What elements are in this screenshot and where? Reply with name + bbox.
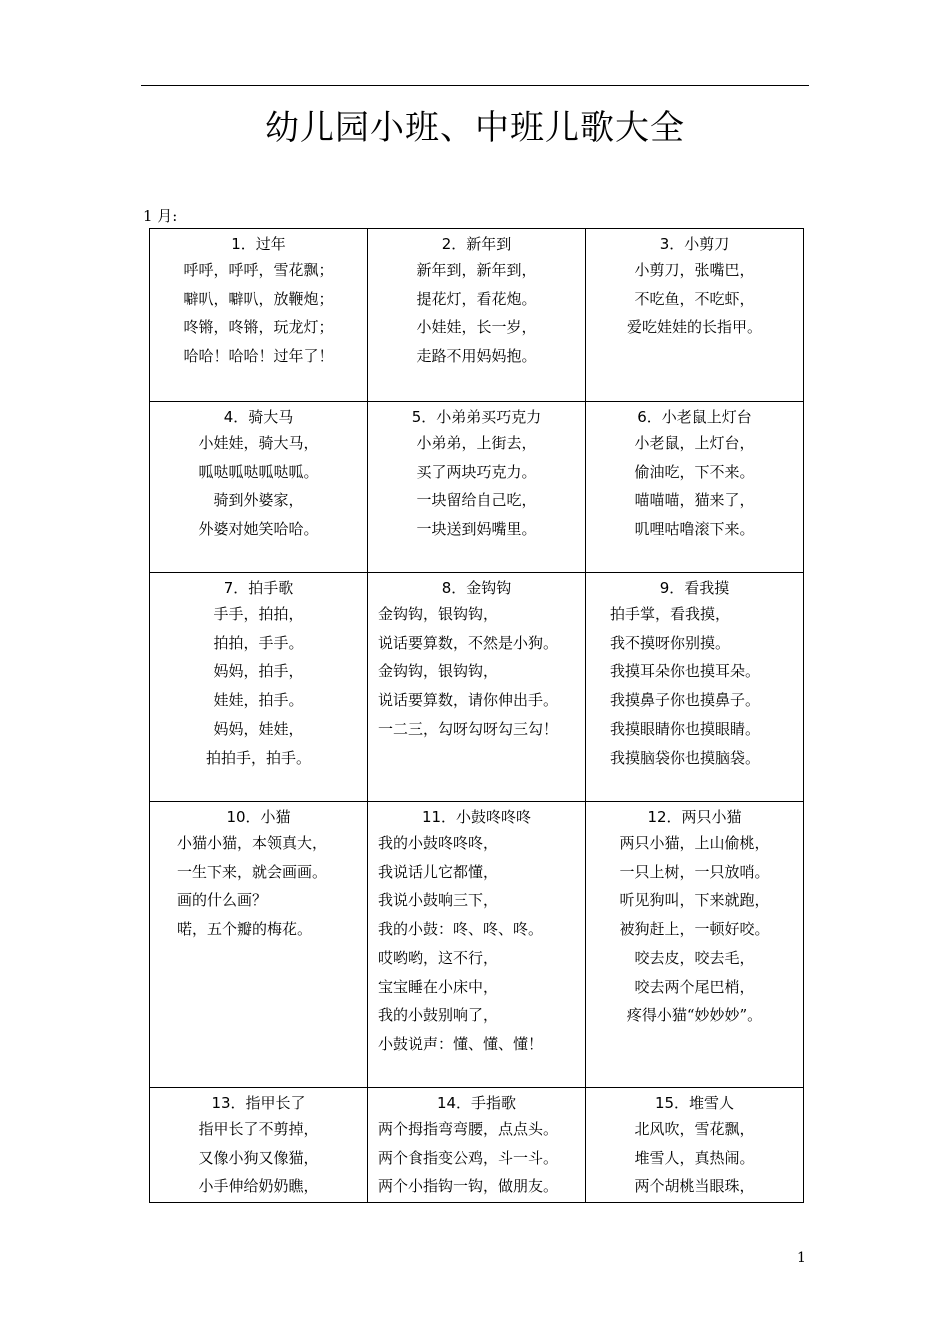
poem-line: 听见狗叫，下来就跑， [619, 891, 770, 910]
section-label: 1 月: [143, 207, 178, 225]
poem-line: 手手，拍拍， [213, 605, 304, 623]
poem-line: 哈哈！哈哈！过年了！ [183, 347, 334, 366]
poem-title: 5．小弟弟买巧克力 [411, 408, 542, 426]
poem-body [150, 829, 367, 944]
header-rule [141, 85, 809, 86]
poem-line: 我的小鼓别响了， [378, 1006, 499, 1025]
poem-line: 喵喵喵，猫来了， [634, 491, 755, 510]
poem-line: 走路不用妈妈抱。 [416, 347, 537, 366]
poem-body [150, 429, 367, 544]
poem-line: 小娃娃，长一岁， [416, 318, 537, 337]
poem-line: 一块留给自己吃， [416, 491, 537, 510]
poem-cell [150, 402, 368, 573]
poem-line: 我说话儿它都懂， [378, 862, 499, 881]
table-row [150, 802, 804, 1088]
poem-cell [368, 802, 586, 1088]
poem-cell [368, 229, 586, 402]
table-row [150, 402, 804, 573]
poem-line: 金钩钩，银钩钩， [378, 662, 499, 681]
poem-cell [150, 1088, 368, 1203]
poem-line: 爱吃娃娃的长指甲。 [626, 318, 762, 337]
poem-line: 小弟弟，上街去， [416, 434, 537, 452]
poem-title: 7．拍手歌 [223, 579, 294, 597]
poem-line: 我的小鼓：咚、咚、咚。 [378, 920, 544, 939]
poem-line: 呱哒呱哒呱哒呱。 [198, 462, 319, 481]
poem-body [150, 1115, 367, 1201]
poem-body [368, 829, 585, 1059]
poem-line: 小剪刀，张嘴巴， [634, 261, 755, 279]
poem-body [586, 829, 803, 1030]
poem-title: 14．手指歌 [436, 1094, 517, 1112]
table-row [150, 229, 804, 402]
poem-line: 两只小猫，上山偷桃， [619, 834, 770, 852]
poem-line: 疼得小猫“妙妙妙”。 [626, 1006, 763, 1025]
poem-line: 新年到，新年到， [416, 261, 537, 279]
poem-title: 11．小鼓咚咚咚 [421, 808, 532, 826]
poem-line: 娃娃，拍手。 [213, 691, 304, 710]
poem-body [586, 256, 803, 342]
poem-body [150, 600, 367, 772]
document-title: 幼儿园小班、中班儿歌大全 [265, 108, 685, 148]
poem-line: 指甲长了不剪掉， [198, 1120, 319, 1138]
poem-line: 说话要算数，请你伸出手。 [378, 691, 559, 710]
poem-title: 12．两只小猫 [647, 808, 742, 826]
poem-body [586, 429, 803, 544]
poem-title: 15．堆雪人 [654, 1094, 735, 1112]
poem-body [150, 256, 367, 371]
poem-line: 叽哩咕噜滚下来。 [634, 520, 755, 539]
poem-cell [586, 402, 804, 573]
poem-line: 两个食指变公鸡，斗一斗。 [378, 1148, 559, 1167]
poem-title: 3．小剪刀 [659, 235, 730, 253]
poem-line: 偷油吃，下不来。 [634, 462, 755, 481]
poem-line: 提花灯，看花炮。 [416, 289, 537, 308]
poem-body [586, 600, 803, 772]
poem-title: 6．小老鼠上灯台 [637, 408, 752, 426]
poem-line: 咚锵，咚锵，玩龙灯； [183, 318, 334, 337]
poem-line: 不吃鱼，不吃虾， [634, 289, 755, 308]
poem-cell [150, 229, 368, 402]
poem-body [368, 429, 585, 544]
poem-title: 9．看我摸 [659, 579, 730, 597]
poem-line: 小老鼠，上灯台， [634, 434, 755, 452]
poem-line: 妈妈，拍手， [213, 662, 304, 681]
poem-line: 我的小鼓咚咚咚， [378, 834, 499, 852]
poem-line: 北风吹，雪花飘， [634, 1120, 755, 1138]
poem-line: 一只上树，一只放哨。 [619, 862, 770, 881]
poem-line: 哎哟哟，这不行， [378, 948, 499, 967]
poem-table [149, 228, 804, 1203]
poem-line: 小娃娃，骑大马， [198, 434, 319, 452]
poem-line: 拍拍，手手。 [213, 633, 304, 652]
poem-cell [586, 1088, 804, 1203]
poem-line: 一块送到妈嘴里。 [416, 520, 537, 539]
poem-line: 又像小狗又像猫， [198, 1148, 319, 1167]
poem-line: 我摸鼻子你也摸鼻子。 [610, 691, 761, 710]
poem-line: 喏，五个瓣的梅花。 [177, 920, 313, 939]
poem-title: 8．金钩钩 [441, 579, 512, 597]
poem-title: 13．指甲长了 [211, 1094, 306, 1112]
poem-line: 小鼓说声：懂、懂、懂！ [378, 1034, 544, 1053]
poem-line: 噼叭，噼叭，放鞭炮； [183, 289, 334, 308]
poem-line: 我摸脑袋你也摸脑袋。 [610, 748, 761, 767]
poem-title: 10．小猫 [226, 808, 291, 826]
table-row [150, 573, 804, 802]
poem-cell [586, 229, 804, 402]
poem-line: 宝宝睡在小床中， [378, 977, 499, 996]
poem-line: 我摸耳朵你也摸耳朵。 [610, 662, 761, 681]
poem-line: 我说小鼓响三下， [378, 891, 499, 910]
poem-cell [586, 573, 804, 802]
page-number: 1 [797, 1250, 806, 1266]
poem-line: 小手伸给奶奶瞧， [198, 1177, 319, 1196]
poem-line: 说话要算数，不然是小狗。 [378, 633, 559, 652]
poem-line: 我摸眼睛你也摸眼睛。 [610, 719, 761, 738]
poem-line: 呼呼，呼呼，雪花飘； [183, 261, 334, 279]
poem-line: 一生下来，就会画画。 [177, 862, 328, 881]
poem-line: 一二三，勾呀勾呀勾三勾！ [378, 719, 559, 738]
poem-cell [368, 573, 586, 802]
poem-line: 骑到外婆家， [213, 491, 304, 510]
poem-line: 画的什么画？ [177, 891, 268, 910]
table-row [150, 1088, 804, 1203]
poem-cell [368, 402, 586, 573]
poem-title: 1．过年 [231, 235, 286, 253]
poem-body [368, 256, 585, 371]
poem-body [368, 1115, 585, 1201]
poem-line: 拍拍手，拍手。 [205, 748, 311, 767]
poem-line: 金钩钩，银钩钩， [378, 605, 499, 623]
poem-line: 两个拇指弯弯腰，点点头。 [378, 1120, 559, 1138]
poem-line: 堆雪人，真热闹。 [634, 1148, 755, 1167]
poem-line: 妈妈，娃娃， [213, 719, 304, 738]
poem-line: 两个胡桃当眼珠， [634, 1177, 755, 1196]
poem-line: 外婆对她笑哈哈。 [198, 520, 319, 539]
poem-line: 咬去两个尾巴梢， [634, 977, 755, 996]
poem-line: 拍手掌，看我摸， [610, 605, 731, 623]
poem-cell [150, 573, 368, 802]
poem-line: 我不摸呀你别摸。 [610, 633, 731, 652]
poem-line: 被狗赶上，一顿好咬。 [619, 920, 770, 939]
poem-body [368, 600, 585, 744]
poem-cell [586, 802, 804, 1088]
poem-cell [368, 1088, 586, 1203]
poem-cell [150, 802, 368, 1088]
poem-title: 4．骑大马 [223, 408, 294, 426]
poem-line: 两个小指钩一钩，做朋友。 [378, 1177, 559, 1196]
poem-body [586, 1115, 803, 1201]
poem-title: 2．新年到 [441, 235, 512, 253]
poem-line: 小猫小猫，本领真大， [177, 834, 328, 852]
poem-line: 咬去皮，咬去毛， [634, 948, 755, 967]
poem-line: 买了两块巧克力。 [416, 462, 537, 481]
